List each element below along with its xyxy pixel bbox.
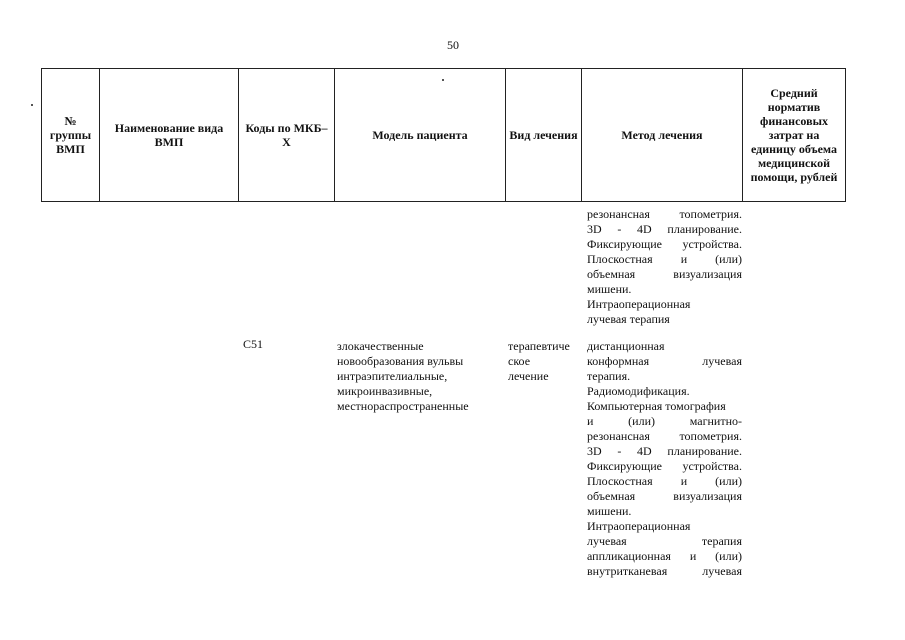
text-line: мишени. xyxy=(587,504,632,518)
text-line: терапевтиче xyxy=(508,339,570,353)
text-line: ское xyxy=(508,354,531,368)
table-header xyxy=(41,68,846,202)
text-line: Фиксирующие устройства. xyxy=(587,459,742,473)
text-line: Компьютерная томография xyxy=(587,399,726,413)
header-icd-codes: Коды по МКБ–Х xyxy=(239,69,335,202)
text-line: Интраоперационная xyxy=(587,519,691,533)
text-line: Фиксирующие устройства. xyxy=(587,237,742,251)
header-treatment-type: Вид лечения xyxy=(506,69,582,202)
text-line: лучевая терапия xyxy=(587,312,670,326)
text-line: местнораспространенные xyxy=(337,399,469,413)
text-line: Интраоперационная xyxy=(587,297,691,311)
header-patient-model: Модель пациента xyxy=(335,69,506,202)
text-line: и (или) магнитно- xyxy=(587,414,742,428)
page-number: 50 xyxy=(447,38,459,52)
icd-code-cell xyxy=(243,337,263,352)
text-line: лучевая терапия xyxy=(587,534,742,548)
text-line: новообразования вульвы xyxy=(337,354,464,368)
text-line: Плоскостная и (или) xyxy=(587,474,742,488)
text-line: аппликационная и (или) xyxy=(587,549,742,563)
text-line: Плоскостная и (или) xyxy=(587,252,742,266)
scan-speck xyxy=(31,104,33,106)
text-line: мишени. xyxy=(587,282,632,296)
text-line: конформная лучевая xyxy=(587,354,742,368)
icd-code: C51 xyxy=(243,337,264,351)
text-line: объемная визуализация xyxy=(587,489,742,503)
text-line: внутритканевая лучевая xyxy=(587,564,742,578)
text-line: 3D - 4D планирование. xyxy=(587,222,742,236)
text-line: лечение xyxy=(508,369,549,383)
patient-model-cell xyxy=(337,339,502,414)
treatment-method-cell xyxy=(587,339,742,579)
text-line: интраэпителиальные, xyxy=(337,369,448,383)
text-line: 3D - 4D планирование. xyxy=(587,444,742,458)
header-treatment-method: Метод лечения xyxy=(582,69,743,202)
text-line: Радиомодификация. xyxy=(587,384,690,398)
text-line: резонансная топометрия. xyxy=(587,429,742,443)
text-line: злокачественные xyxy=(337,339,424,353)
treatment-type-cell xyxy=(508,339,582,384)
header-row xyxy=(42,69,846,202)
continuation-method-cell xyxy=(587,207,742,327)
text-line: резонансная топометрия. xyxy=(587,207,742,221)
header-group-number: № группы ВМП xyxy=(42,69,100,202)
text-line: микроинвазивные, xyxy=(337,384,433,398)
text-line: объемная визуализация xyxy=(587,267,742,281)
header-average-cost: Средний норматив финансовых затрат на единицу объема медицинской помощи, рублей xyxy=(743,69,846,202)
text-line: дистанционная xyxy=(587,339,665,353)
header-vmp-name: Наименование вида ВМП xyxy=(100,69,239,202)
text-line: терапия. xyxy=(587,369,631,383)
